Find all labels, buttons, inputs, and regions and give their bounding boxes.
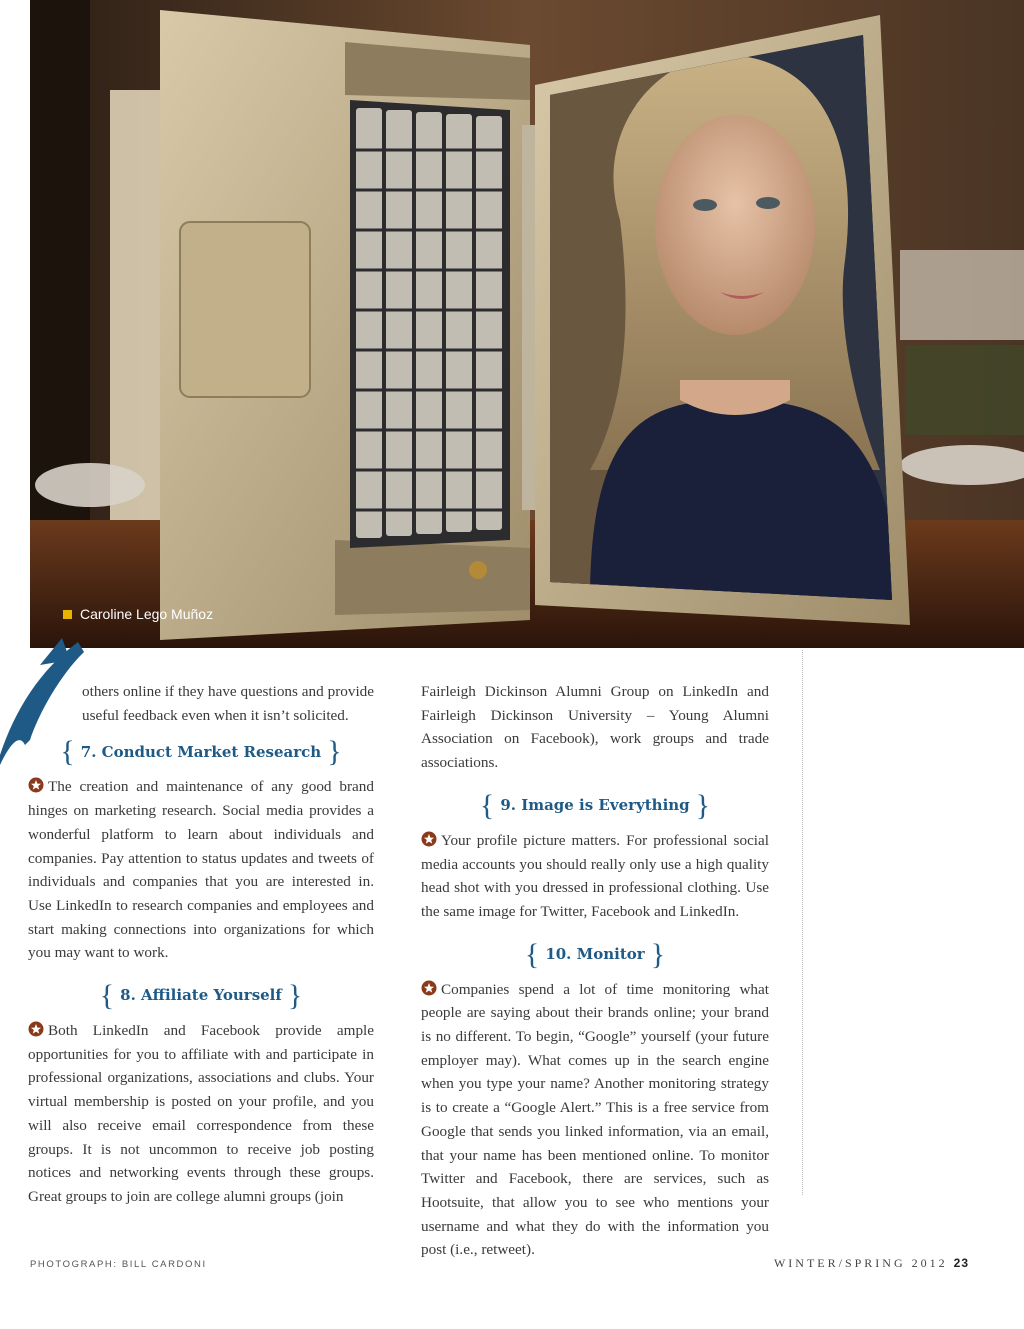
close-brace-icon: }	[327, 735, 342, 769]
right-column	[421, 680, 769, 1262]
issue-label: WINTER/SPRING 2012	[773, 1256, 948, 1270]
section10-heading	[421, 938, 769, 972]
star-bullet-icon	[421, 980, 437, 996]
section7-paragraph	[28, 775, 374, 965]
section9-title: 9. Image is Everything	[500, 795, 690, 814]
laptop-illustration	[30, 0, 1024, 648]
star-bullet-icon	[421, 831, 437, 847]
section7-title: 7. Conduct Market Research	[80, 742, 322, 761]
section9-heading	[421, 789, 769, 823]
section9-paragraph	[421, 829, 769, 924]
section7-heading	[28, 735, 374, 769]
caption-marker-icon	[63, 610, 72, 619]
photo-credit: PHOTOGRAPH: BILL CARDONI	[30, 1259, 207, 1270]
left-column	[28, 680, 374, 1209]
close-brace-icon: }	[650, 937, 666, 971]
column-divider	[802, 650, 803, 1195]
section10-title: 10. Monitor	[545, 944, 645, 963]
issue-footer	[774, 1256, 969, 1271]
caption-text: Caroline Lego Muñoz	[80, 606, 214, 622]
right-lead-paragraph: Fairleigh Dickinson Alumni Group on LinkedIn and Fairleigh Dickinson University – Young Alumni Association on Facebook), work groups and trade associations.	[421, 683, 769, 772]
section10-paragraph	[421, 978, 769, 1262]
section9-body: Your profile picture matters. For professional social media accounts you should really only use a high quality head shot with you dressed in professional clothing. Use the same image for Twitter, Facebook and LinkedIn.	[421, 831, 769, 920]
left-lead-paragraph: others online if they have questions and provide useful feedback even when it isn’t solicited.	[82, 683, 374, 724]
section8-body: Both LinkedIn and Facebook provide ample opportunities for you to affiliate with and participate in professional organizations, associations and clubs. Your virtual membership is posted on your profile, and you will also receive email correspondence from these groups. It is not uncommon to receive job posting notices and networking events through these groups. Great groups to join are college alumni groups (join	[28, 1022, 374, 1205]
star-bullet-icon	[28, 777, 44, 793]
close-brace-icon: }	[695, 788, 711, 822]
open-brace-icon: {	[60, 735, 75, 769]
star-bullet-icon	[28, 1021, 44, 1037]
section8-title: 8. Affiliate Yourself	[120, 986, 282, 1005]
open-brace-icon: {	[524, 937, 540, 971]
section10-body: Companies spend a lot of time monitoring what people are saying about their brands online; your brand is no different. To begin, “Google” yourself (your future employer may). What comes up in the search engine when you type your name? Another monitoring strategy is to create a “Google Alert.” This is a free service from Google that sends you linked information, via an email, that your name has been mentioned online. To monitor Twitter and Facebook, there are services, such as Hootsuite, that allow you to see who mentions your username and what they do with the information you post (i.e., retweet).	[421, 980, 769, 1259]
page-number: 23	[953, 1256, 969, 1270]
open-brace-icon: {	[99, 979, 115, 1013]
photo-caption	[63, 606, 213, 622]
open-brace-icon: {	[479, 788, 495, 822]
close-brace-icon: }	[287, 979, 303, 1013]
section7-body: The creation and maintenance of any good brand hinges on marketing research. Social media provides a wonderful platform to learn about individuals and companies. Pay attention to status updates and tweets of individuals and companies that you are interested in. Use LinkedIn to research companies and employees and start making connections into organizations for which you may want to work.	[28, 778, 374, 962]
section8-paragraph	[28, 1019, 374, 1209]
section8-heading	[28, 979, 374, 1013]
hero-photo	[30, 0, 1024, 648]
